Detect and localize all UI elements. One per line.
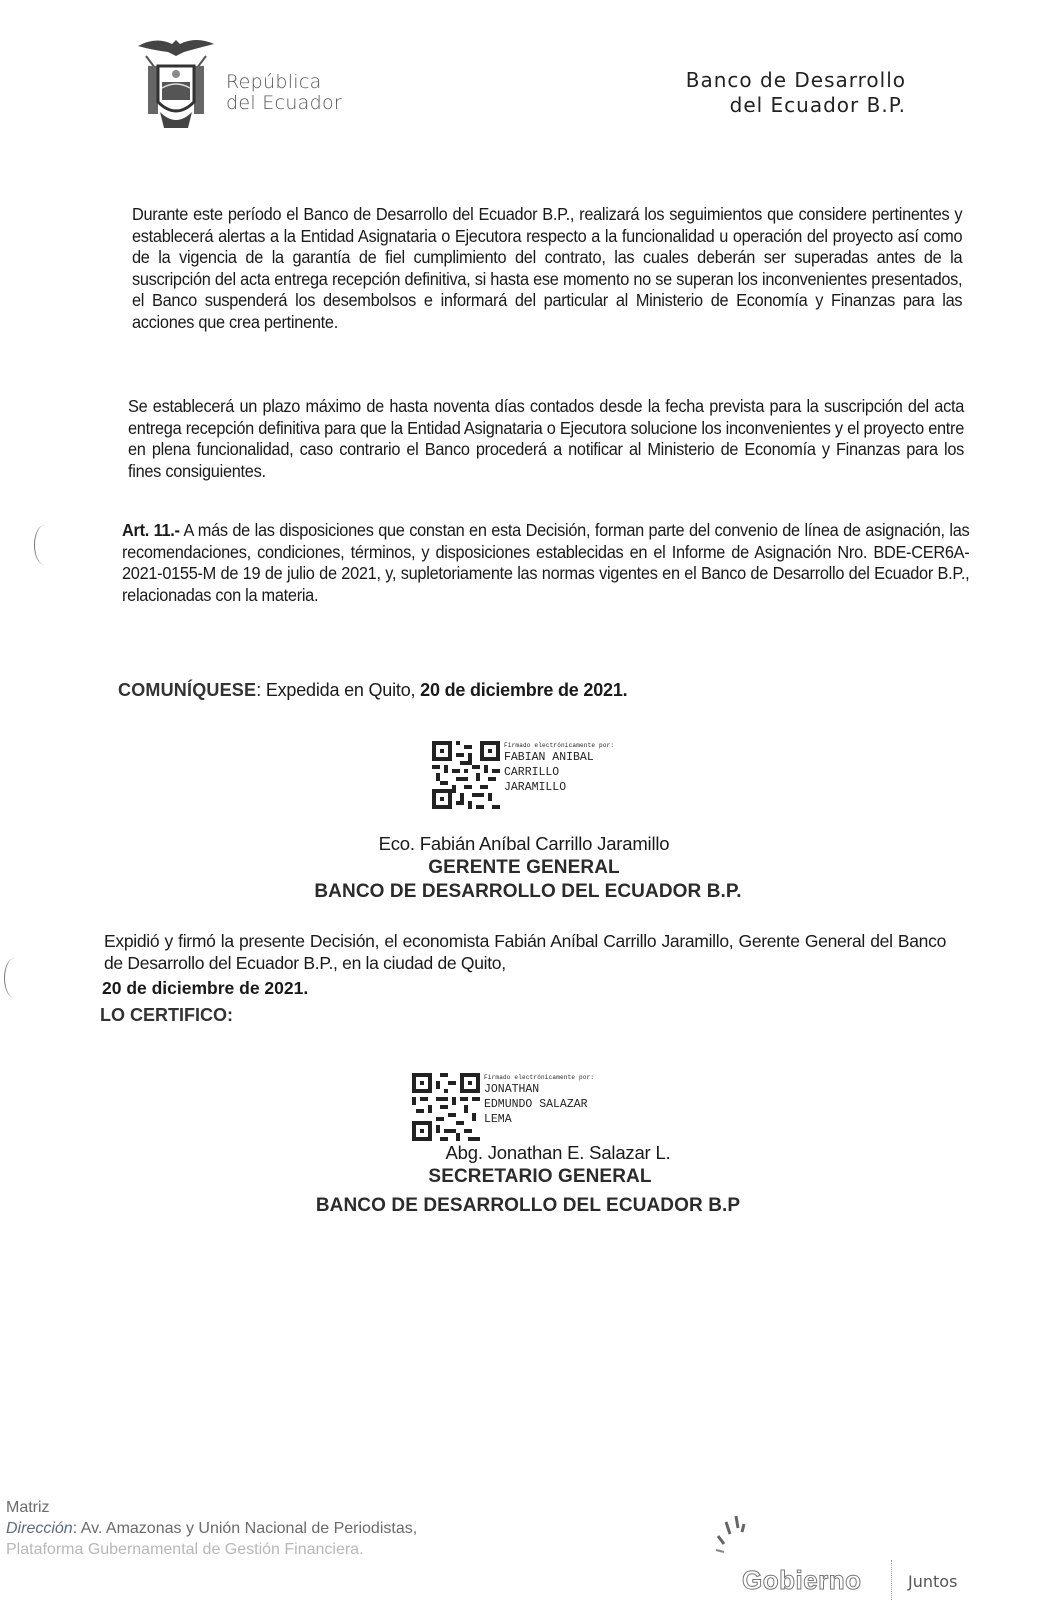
certification-text: Expidió y firmó la presente Decisión, el economista Fabián Aníbal Carrillo Jaramillo, Gerente General del Banco de Desarrollo del Ecuador B.P., en la ciudad de Quito, xyxy=(104,931,946,973)
footer-address-line2: Plataforma Gubernamental de Gestión Financiera. xyxy=(6,1541,364,1558)
paragraph-deadline: Se establecerá un plazo máximo de hasta noventa días contados desde la fecha prevista para la suscripción del acta entrega recepción definitiva para que la Entidad Asignataria o Ejecutora solucione los inconvenientes y el proyecto entre en plena funcionalidad, caso contrario el Banco procederá a notificar al Ministerio de Economía y Finanzas para los fines consiguientes. xyxy=(128,396,964,481)
bank-header xyxy=(686,68,906,118)
punch-hole-mark xyxy=(34,525,55,565)
comuniquese-label: COMUNÍQUESE xyxy=(118,680,257,700)
bank-header-line1: Banco de Desarrollo xyxy=(685,68,906,92)
certification-paragraph xyxy=(104,930,946,974)
paragraph-monitoring: Durante este período el Banco de Desarrollo del Ecuador B.P., realizará los seguimientos que considere pertinentes y establecerá alertas a la Entidad Asignataria o Ejecutora respecto a la funcionalidad u operación del proyecto así como de la vigencia de la garantía de fiel cumplimiento del contrato, las cuales deberán ser superadas antes de la suscripción del acta entrega recepción definitiva, si hasta ese momento no se superan los inconvenientes presentados, el Banco suspenderá los desembolsos e informará del particular al Ministerio de Economía y Finanzas para las acciones que crea pertinente. xyxy=(132,204,963,332)
footer-office: Matriz xyxy=(6,1499,50,1516)
logo-line1: República xyxy=(226,71,322,93)
article-11 xyxy=(122,520,969,606)
article-text: A más de las disposiciones que constan en esta Decisión, forman parte del convenio de línea de asignación, las recomendaciones, condiciones, términos, y disposiciones establecidas en el Informe de Asignación Nro. BDE-CER6A-2021-0155-M de 19 de julio de 2021, y, supletoriamente las normas vigentes en el Banco de Desarrollo del Ecuador B.P., relacionadas con la materia. xyxy=(122,520,970,605)
comuniquese-text: : Expedida en Quito, xyxy=(256,680,421,700)
footer-address-text: : Av. Amazonas y Unión Nacional de Periodistas, xyxy=(72,1520,418,1537)
signer1-organization: BANCO DE DESARROLLO DEL ECUADOR B.P. xyxy=(314,881,742,902)
qr-code-icon xyxy=(412,1073,480,1141)
signer1-name: Eco. Fabián Aníbal Carrillo Jaramillo xyxy=(378,833,670,854)
comuniquese-date: 20 de diciembre de 2021. xyxy=(420,680,628,700)
gobierno-logo-rays-icon xyxy=(714,1510,754,1565)
gobierno-logo-word: Gobierno xyxy=(742,1565,862,1595)
electronic-signature-stamp-2 xyxy=(412,1073,594,1141)
signature-name-line1: JONATHAN xyxy=(484,1083,540,1096)
signer2-organization: BANCO DE DESARROLLO DEL ECUADOR B.P xyxy=(315,1195,741,1216)
signer1-role: GERENTE GENERAL xyxy=(428,857,620,878)
electronic-signature-stamp-1 xyxy=(432,741,614,809)
gobierno-slogan: Juntos xyxy=(908,1572,958,1591)
logo-line2: del Ecuador xyxy=(226,92,343,114)
certification-date: 20 de diciembre de 2021. xyxy=(102,978,309,998)
punch-hole-mark xyxy=(4,958,25,998)
republica-logo-text xyxy=(226,72,342,114)
article-label: Art. 11.- xyxy=(122,520,180,540)
comuniquese-line xyxy=(118,680,627,701)
signature-name-line2: EDMUNDO SALAZAR xyxy=(484,1098,588,1111)
signature-caption: Firmado electrónicamente por: xyxy=(504,742,615,749)
signer2-name: Abg. Jonathan E. Salazar L. xyxy=(445,1142,671,1163)
signature-name-line3: JARAMILLO xyxy=(504,781,567,794)
signature-caption: Firmado electrónicamente por: xyxy=(484,1074,595,1081)
qr-code-icon xyxy=(432,741,500,809)
footer-address-label: Dirección xyxy=(6,1520,73,1537)
footer-divider xyxy=(891,1560,892,1600)
signature-name-line3: LEMA xyxy=(484,1113,512,1126)
bank-header-line2: del Ecuador B.P. xyxy=(729,93,906,117)
signer2-role: SECRETARIO GENERAL xyxy=(428,1166,652,1187)
lo-certifico: LO CERTIFICO: xyxy=(100,1005,233,1025)
ecuador-coat-of-arms-logo xyxy=(136,32,216,134)
signature-name-line1: FABIAN ANIBAL xyxy=(504,751,594,764)
signature-name-line2: CARRILLO xyxy=(504,766,560,779)
footer-address xyxy=(6,1497,417,1560)
